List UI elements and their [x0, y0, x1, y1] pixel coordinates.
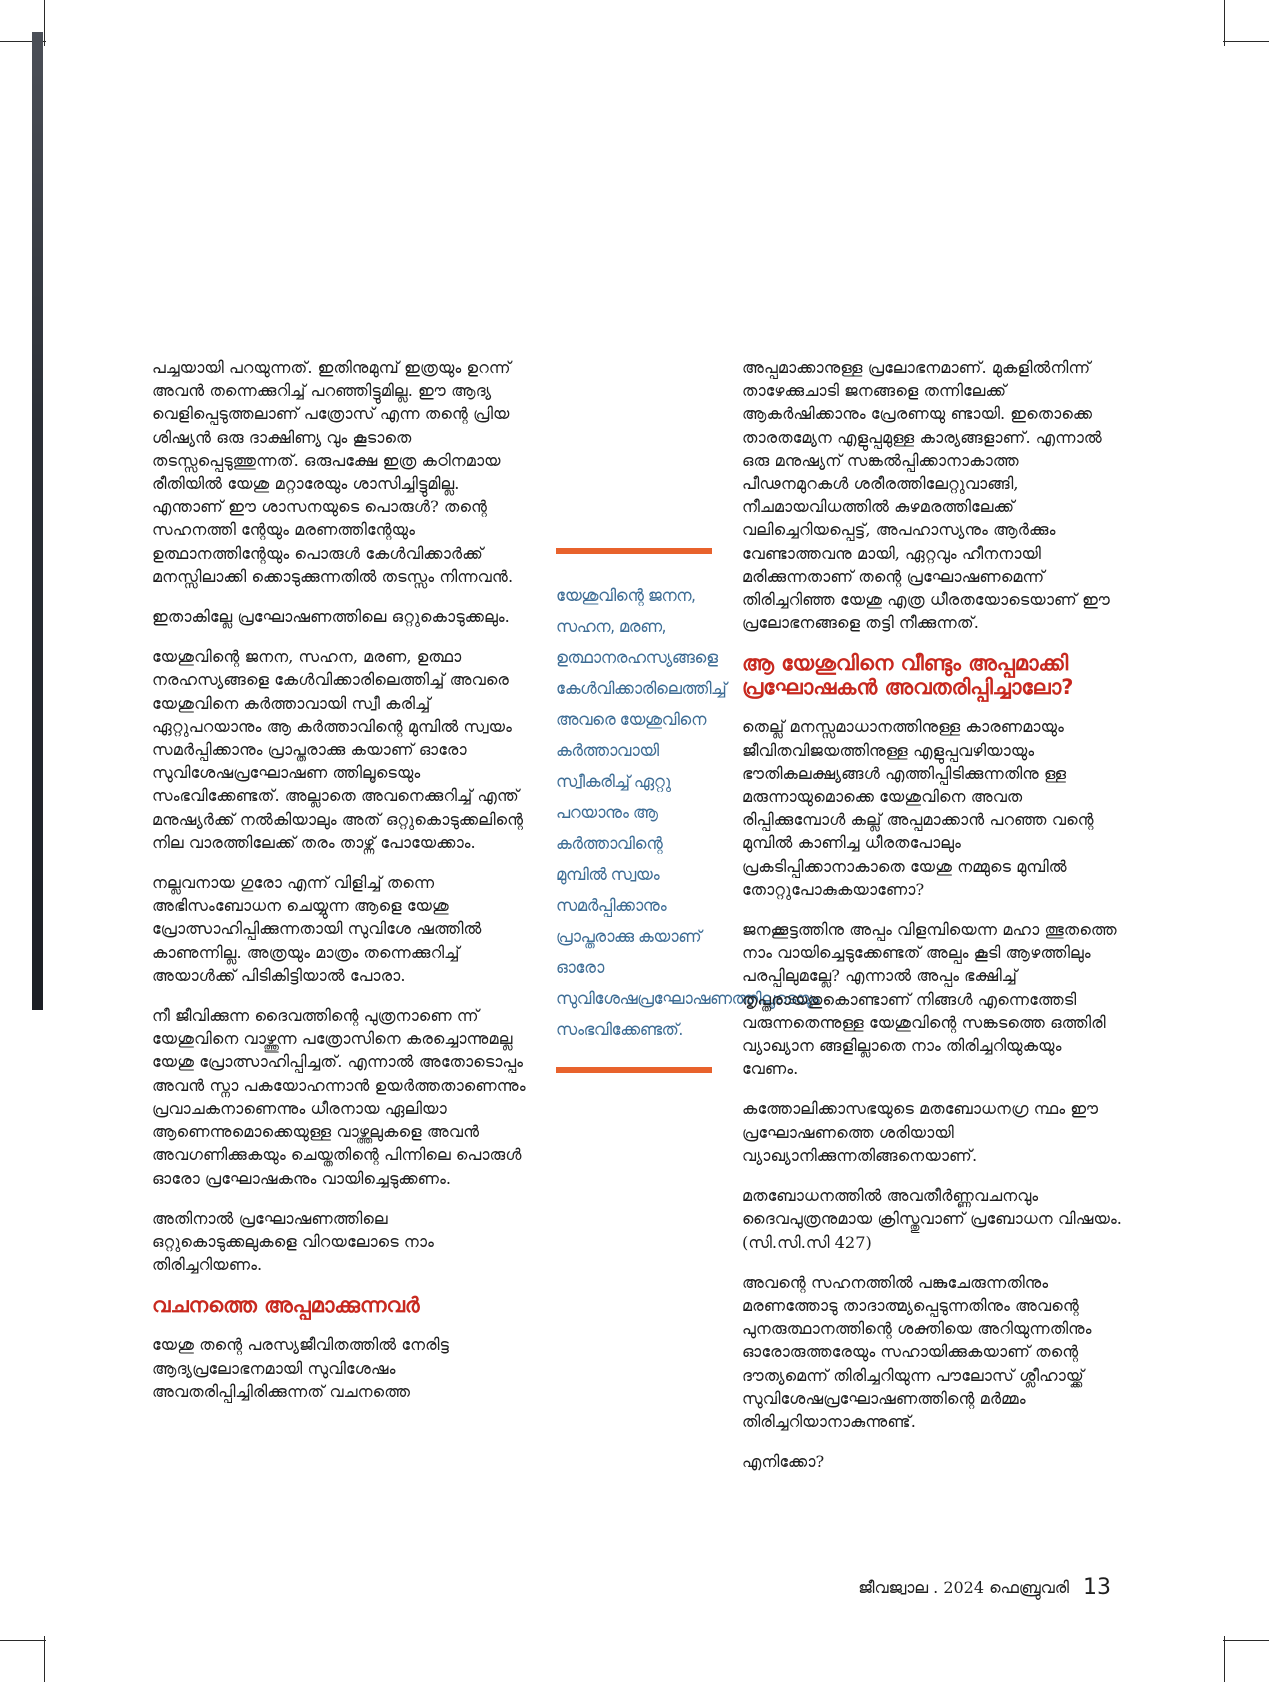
crop-mark	[1224, 1636, 1225, 1682]
crop-mark	[0, 1640, 46, 1641]
paragraph: അവന്റെ സഹനത്തിൽ പങ്കുചേരുന്നതിനും മരണത്തോടു താദാത്മ്യപ്പെടുന്നതിനും അവന്റെ പുനരുത്ഥാനത്തിന്റെ ശക്തിയെ അറിയുന്നതിനും ഓരോരുത്തരേയും സഹായിക്കുകയാണ് തന്റെ ദൗത്യമെന്ന് തിരിച്ചറിയുന്ന പൗലോസ് ശ്ലീഹായ്ക്ക് സുവിശേഷപ്രഘോഷണത്തിന്റെ മർമ്മം തിരിച്ചറിയാനാകുന്നുണ്ട്.	[742, 1272, 1092, 1431]
paragraph: യേശു തന്റെ പരസ്യജീവിതത്തിൽ നേരിട്ട ആദ്യപ്രലോഭനമായി സുവിശേഷം അവതരിപ്പിച്ചിരിക്കുന്നത് വചനത്തെ	[152, 1335, 450, 1401]
paragraph: മതബോധനത്തിൽ അവതീർണ്ണവചനവും ദൈവപുത്രനുമായ ക്രിസ്തുവാണ് പ്രബോധന വിഷയം. (സി.സി.സി 427)	[742, 1186, 1122, 1252]
paragraph: കത്തോലിക്കാസഭയുടെ മതബോധനഗ്ര ന്ഥം ഈ പ്രഘോഷണത്തെ ശരിയായി വ്യാഖ്യാനിക്കുന്നതിങ്ങനെയാണ്.	[742, 1099, 1099, 1165]
quote-rule-top	[556, 548, 712, 554]
paragraph: ഇതാകില്ലേ പ്രഘോഷണത്തിലെ ഒറ്റുകൊടുക്കലും.	[152, 607, 510, 627]
pull-quote	[556, 548, 820, 1073]
paragraph: ജനക്കൂട്ടത്തിനു അപ്പം വിളമ്പിയെന്ന മഹാ ത്ഭുതത്തെ നാം വായിച്ചെടുക്കേണ്ടത് അല്പം കൂടി ആഴത്തിലും പരപ്പിലുമല്ലേ? എന്നാൽ അപ്പം ഭക്ഷിച്ച് തൃപ്തരായതുകൊണ്ടാണ് നിങ്ങൾ എന്നെത്തേടി വരുന്നതെന്നുള്ള യേശുവിന്റെ സങ്കടത്തെ ഒത്തിരി വ്യാഖ്യാന ങ്ങളില്ലാതെ നാം തിരിച്ചറിയുകയും വേണം.	[742, 920, 1117, 1079]
crop-mark	[1224, 0, 1225, 46]
crop-mark	[1223, 41, 1269, 42]
magazine-issue: ജീവജ്വാല . 2024 ഫെബ്രുവരി	[858, 1578, 1069, 1597]
pull-quote-text: യേശുവിന്റെ ജനന, സഹന, മരണ, ഉത്ഥാനരഹസ്യങ്ങളെ കേൾവിക്കാരിലെത്തിച്ച് അവരെ യേശുവിനെ കർത്താവായി സ്വീകരിച്ച് ഏറ്റു പറയാനും ആ കർത്താവിന്റെ മുമ്പിൽ സ്വയം സമർപ്പിക്കാനും പ്രാപ്തരാക്കു കയാണ് ഓരോ സുവിശേഷപ്രഘോഷണത്തിലൂടെയും സംഭവിക്കേണ്ടത്.	[556, 586, 820, 1039]
paragraph: അപ്പമാക്കാനുള്ള പ്രലോഭനമാണ്. മുകളിൽനിന്ന് താഴേക്കുചാടി ജനങ്ങളെ തന്നിലേക്ക് ആകർഷിക്കാനും പ്രേരണയു ണ്ടായി. ഇതൊക്കെ താരതമ്യേന എളുപ്പമുള്ള കാര്യങ്ങളാണ്. എന്നാൽ ഒരു മനുഷ്യന് സങ്കൽപ്പിക്കാനാകാത്ത പീഢനമുറകൾ ശരീരത്തിലേറ്റുവാങ്ങി, നീചമായവിധത്തിൽ കുഴമരത്തിലേക്ക് വലിച്ചെറിയപ്പെട്ട്, അപഹാസ്യനും ആർക്കും വേണ്ടാത്തവനു മായി, ഏറ്റവും ഹീനനായി മരിക്കുന്നതാണ് തന്റെ പ്രഘോഷണമെന്ന് തിരിച്ചറിഞ്ഞ യേശു എത്ര ധീരതയോടെയാണ് ഈ പ്രലോഭനങ്ങളെ തട്ടി നീക്കുന്നത്.	[742, 358, 1111, 633]
paragraph: പച്ചയായി പറയുന്നത്. ഇതിനുമുമ്പ് ഇത്രയും ഉറന്ന് അവൻ തന്നെക്കുറിച്ച് പറഞ്ഞിട്ടുമില്ല. ഈ ആദ്യ വെളിപ്പെടുത്തലാണ് പത്രോസ് എന്ന തന്റെ പ്രിയ ശിഷ്യൻ ഒരു ദാക്ഷിണ്യ വും കൂടാതെ തടസ്സപ്പെടുത്തുന്നത്. ഒരുപക്ഷേ ഇത്ര കഠിനമായ രീതിയിൽ യേശു മറ്റാരേയും ശാസിച്ചിട്ടുമില്ല. എന്താണ് ഈ ശാസനയുടെ പൊരുൾ? തന്റെ സഹനത്തി ന്റേയും മരണത്തിന്റേയും ഉത്ഥാനത്തിന്റേയും പൊരുൾ കേൾവിക്കാർക്ക് മനസ്സിലാക്കി ക്കൊടുക്കുന്നതിൽ തടസ്സം നിന്നവൻ.	[152, 358, 514, 586]
paragraph: നീ ജീവിക്കുന്ന ദൈവത്തിന്റെ പുത്രനാണെ ന്ന് യേശുവിനെ വാഴ്ത്തുന്ന പത്രോസിനെ കരച്ചൊന്നുമല്ല യേശു പ്രോത്സാഹിപ്പിച്ചത്. എന്നാൽ അതോടൊപ്പം അവൻ സ്നാ പകയോഹന്നാൻ ഉയർത്തതാണെന്നും പ്രവാചകനാണെന്നും ധീരനായ ഏലിയാ ആണെന്നുമൊക്കെയുള്ള വാഴ്ത്തലുകളെ അവൻ അവഗണിക്കുകയും ചെയ്തതിന്റെ പിന്നിലെ പൊരുൾ ഓരോ പ്രഘോഷകനും വായിച്ചെടുക്കണം.	[152, 1006, 526, 1188]
crop-mark	[44, 1636, 45, 1682]
right-column	[742, 356, 1122, 1490]
decorative-side-bar	[32, 32, 43, 1010]
paragraph: യേശുവിന്റെ ജനന, സഹന, മരണ, ഉത്ഥാ നരഹസ്യങ്ങളെ കേൾവിക്കാരിലെത്തിച്ച് അവരെ യേശുവിനെ കർത്താവായി സ്വീ കരിച്ച് ഏറ്റുപറയാനും ആ കർത്താവിന്റെ മുമ്പിൽ സ്വയം സമർപ്പിക്കാനും പ്രാപ്തരാക്കു കയാണ് ഓരോ സുവിശേഷപ്രഘോഷണ ത്തിലൂടെയും സംഭവിക്കേണ്ടത്. അല്ലാതെ അവനെക്കുറിച്ച് എന്ത് മനുഷ്യർക്ക് നൽകിയാലും അത് ഒറ്റുകൊടുക്കലിന്റെ നില വാരത്തിലേക്ക് തരം താഴ്ന്ന് പോയേക്കാം.	[152, 647, 524, 852]
left-column	[152, 356, 532, 1420]
page-number: 13	[1083, 1575, 1111, 1600]
paragraph: തെല്ല് മനസ്സമാധാനത്തിനുള്ള കാരണമായും ജീവിതവിജയത്തിനുള്ള എളുപ്പവഴിയായും ഭൗതികലക്ഷ്യങ്ങൾ എത്തിപ്പിടിക്കുന്നതിനു ള്ള മരുന്നായുമൊക്കെ യേശുവിനെ അവത രിപ്പിക്കുമ്പോൾ കല്ല് അപ്പമാക്കാൻ പറഞ്ഞ വന്റെ മുമ്പിൽ കാണിച്ച ധീരതപോലും പ്രകടിപ്പിക്കാനാകാതെ യേശു നമ്മുടെ മുമ്പിൽ തോറ്റുപോകുകയാണോ?	[742, 717, 1094, 899]
paragraph: എനിക്കോ?	[742, 1452, 825, 1472]
crop-mark	[44, 0, 45, 46]
crop-mark	[1223, 1640, 1269, 1641]
section-heading: വചനത്തെ അപ്പമാക്കുന്നവർ	[152, 1293, 420, 1318]
paragraph: അതിനാൽ പ്രഘോഷണത്തിലെ ഒറ്റുകൊടുക്കലുകളെ വിറയലോടെ നാം തിരിച്ചറിയണം.	[152, 1208, 434, 1275]
paragraph: നല്ലവനായ ഗുരോ എന്ന് വിളിച്ച് തന്നെ അഭിസംബോധന ചെയ്യുന്ന ആളെ യേശു പ്രോത്സാഹിപ്പിക്കുന്നതായി സുവിശേ ഷത്തിൽ കാണുന്നില്ല. അത്രയും മാത്രം തന്നെക്കുറിച്ച് അയാൾക്ക് പിടികിട്ടിയാൽ പോരാ.	[152, 873, 482, 985]
quote-rule-bottom	[556, 1067, 712, 1073]
page-footer	[858, 1570, 1115, 1606]
section-heading: ആ യേശുവിനെ വീണ്ടും അപ്പമാക്കി പ്രഘോഷകൻ അവതരിപ്പിച്ചാലോ?	[742, 651, 1074, 700]
